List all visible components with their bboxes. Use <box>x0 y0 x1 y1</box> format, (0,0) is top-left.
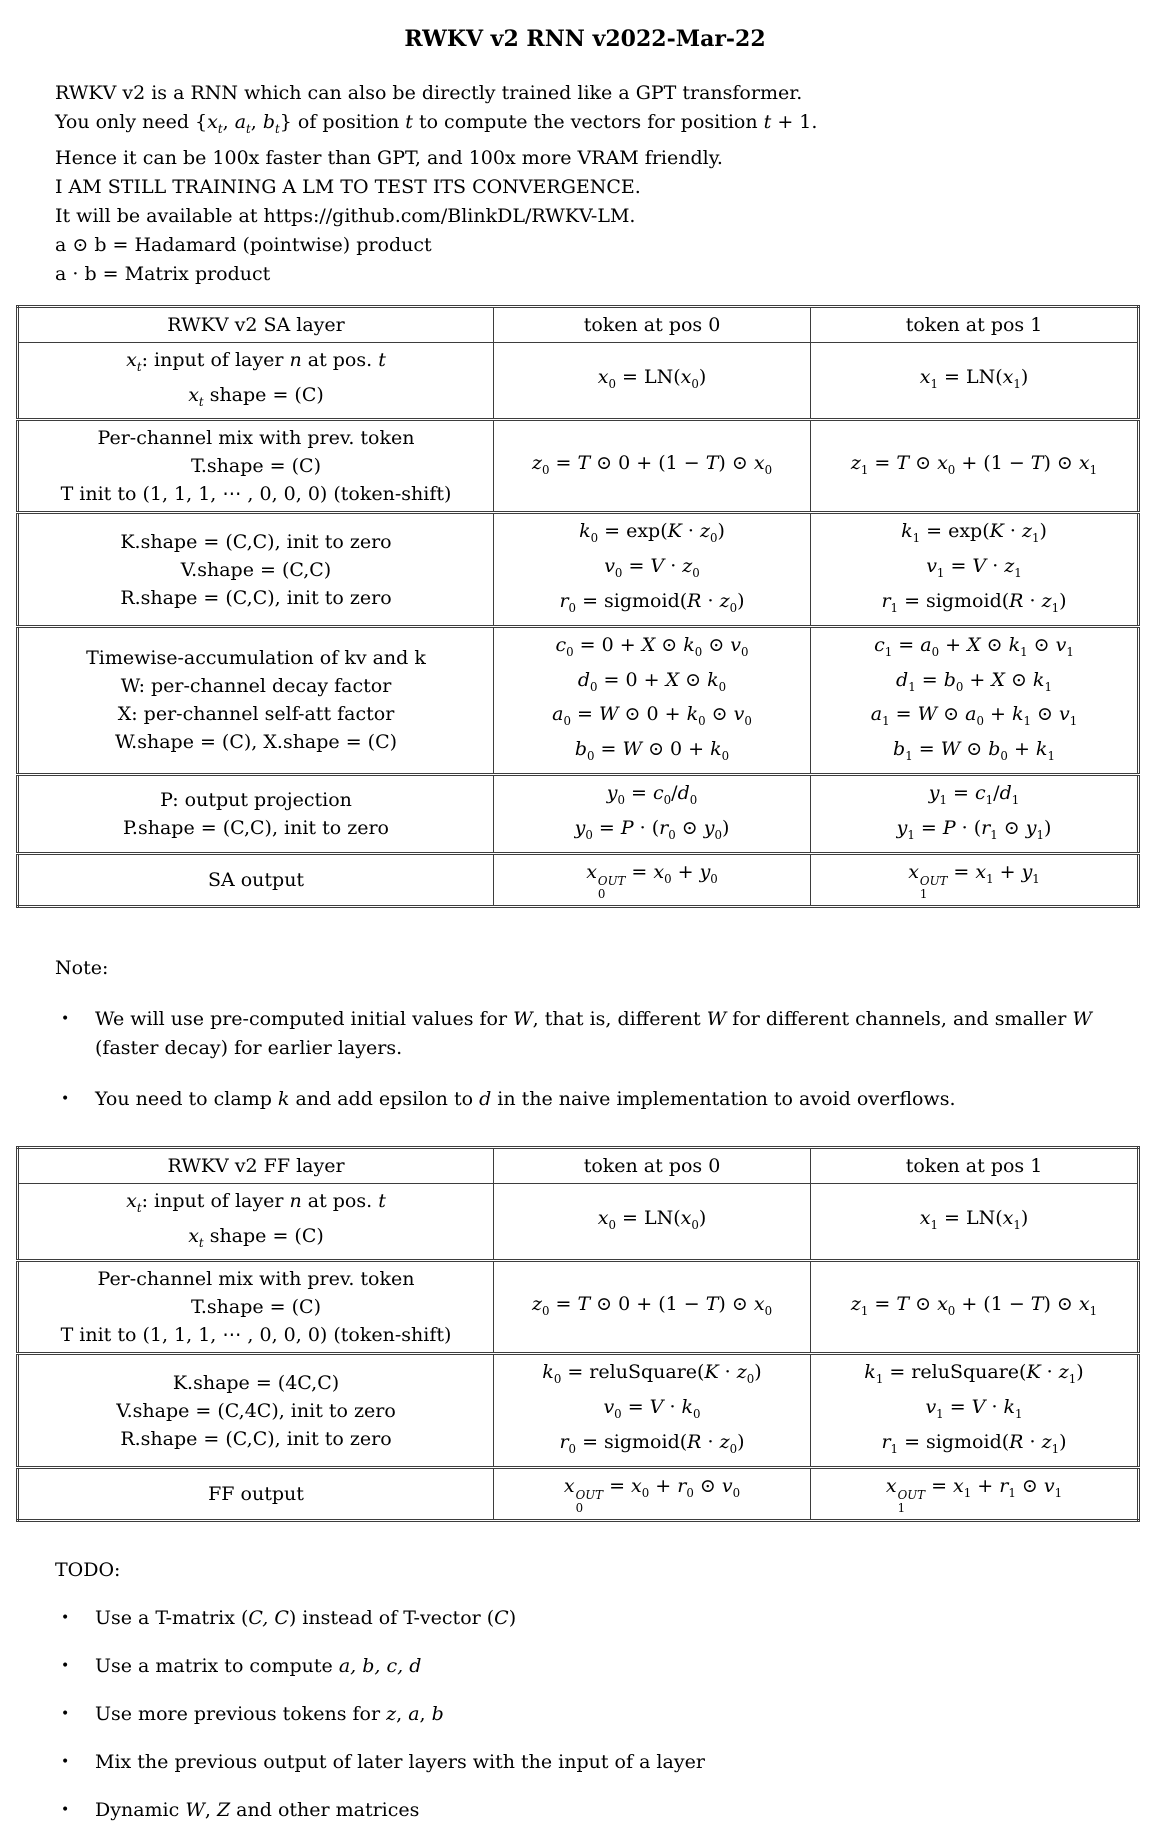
table-row <box>18 1183 1139 1261</box>
column-header: token at pos 0 <box>494 306 811 342</box>
column-header: token at pos 0 <box>494 1147 811 1183</box>
bullet-icon: • <box>61 1609 70 1626</box>
cell-line: X: per-channel self-att factor <box>117 703 395 726</box>
cell-line: T.shape = (C) <box>190 1296 321 1319</box>
formula-cell <box>494 1183 811 1261</box>
formula-cell <box>811 1467 1139 1520</box>
formula-cell <box>811 342 1139 420</box>
bullet-icon: • <box>61 1705 70 1722</box>
cell-line: $x_t$: input of layer n at pos. t <box>126 348 386 374</box>
sa-layer-table <box>16 305 1140 908</box>
cell-line: Per-channel mix with prev. token <box>97 1268 415 1291</box>
cell-line: $r_0$ = sigmoid(R · $z_0$) <box>559 1430 745 1456</box>
intro-line: RWKV v2 is a RNN which can also be directly trained like a GPT transformer. <box>55 82 803 104</box>
table-row <box>18 513 1139 626</box>
column-header: RWKV v2 FF layer <box>167 1154 345 1177</box>
table-row <box>18 853 1139 906</box>
cell-line: $x_1 = LN(x_1)$ <box>919 1207 1029 1232</box>
formula-cell <box>494 420 811 513</box>
cell-line: $x_0 = LN(x_0)$ <box>597 366 707 391</box>
formula-cell <box>494 1261 811 1354</box>
cell-line: $d_1 = b_0 + X$ ⊙ $k_1$ <box>896 668 1052 694</box>
intro-paragraph <box>55 79 1170 289</box>
column-header: token at pos 1 <box>811 1147 1139 1183</box>
cell-line: Per-channel mix with prev. token <box>97 427 415 450</box>
list-item <box>61 1604 1170 1633</box>
cell-line: $x_t$: input of layer n at pos. t <box>126 1189 386 1215</box>
cell-line: $a_1 = W$ ⊙ $a_0 + k_1$ ⊙ $v_1$ <box>870 703 1078 729</box>
cell-line: K.shape = (4C,C) <box>172 1371 340 1394</box>
cell-line: $r_1$ = sigmoid(R · $z_1$) <box>881 589 1067 615</box>
list-item <box>61 1796 1170 1825</box>
cell-line: $z_0 = T$ ⊙ 0 + (1 − T) ⊙ $x_0$ <box>531 1292 773 1318</box>
cell-line: $z_1 = T$ ⊙ $x_0 + (1 - T)$ ⊙ $x_1$ <box>850 1292 1098 1318</box>
table-row <box>18 626 1139 774</box>
row-label-cell <box>18 1183 494 1261</box>
list-item <box>61 1085 1170 1114</box>
intro-line: You only need {$x_t$, $a_t$, $b_t$} of position t to compute the vectors for position t + 1. <box>55 111 818 136</box>
cell-line: FF output <box>208 1482 304 1505</box>
cell-line: $y_1 = P \cdot (r_1$ ⊙ $y_1$) <box>896 816 1052 842</box>
header-row <box>18 306 1139 342</box>
cell-line: $v_1 = V \cdot k_1$ <box>925 1396 1023 1421</box>
cell-line: K.shape = (C,C), init to zero <box>120 530 392 553</box>
cell-line: $v_0 = V \cdot k_0$ <box>603 1396 701 1421</box>
github-url-text: It will be available at https://github.com/BlinkDL/RWKV-LM. <box>55 204 636 227</box>
cell-line: P: output projection <box>160 788 352 811</box>
cell-line: T.shape = (C) <box>190 455 321 478</box>
list-item-text: You need to clamp k and add epsilon to d in the naive implementation to avoid overflows. <box>95 1087 956 1110</box>
row-label-cell <box>18 420 494 513</box>
cell-line: W.shape = (C), X.shape = (C) <box>114 731 398 754</box>
cell-line: P.shape = (C,C), init to zero <box>123 816 389 839</box>
cell-line: x OUT 1 = $x_1 + r_1$ ⊙ $v_1$ <box>885 1474 1063 1516</box>
cell-line: $r_0$ = sigmoid(R · $z_0$) <box>559 589 745 615</box>
bullet-icon: • <box>61 1090 70 1107</box>
formula-cell <box>811 1183 1139 1261</box>
cell-line: $c_1 = a_0 + X$ ⊙ $k_1$ ⊙ $v_1$ <box>874 633 1074 659</box>
ff-layer-table <box>16 1146 1140 1522</box>
list-item <box>61 1748 1170 1777</box>
row-label-cell <box>18 1261 494 1354</box>
column-header: RWKV v2 SA layer <box>167 313 345 336</box>
row-label-cell <box>18 1467 494 1520</box>
row-label-cell <box>18 513 494 626</box>
column-header: token at pos 1 <box>811 306 1139 342</box>
cell-line: R.shape = (C,C), init to zero <box>120 1427 392 1450</box>
formula-cell <box>811 774 1139 853</box>
list-item-text: We will use pre-computed initial values for W, that is, different W for different channels, and smaller W (faster decay) for earlier layers. <box>95 1007 1092 1059</box>
row-label-cell <box>18 342 494 420</box>
cell-line: SA output <box>207 868 305 891</box>
formula-cell <box>494 1467 811 1520</box>
cell-line: $y_0 = P \cdot (r_0$ ⊙ $y_0$) <box>574 816 730 842</box>
table-row <box>18 1354 1139 1467</box>
cell-line: $d_0 = 0 + X$ ⊙ $k_0$ <box>577 668 727 694</box>
table-row <box>18 420 1139 513</box>
row-label-cell <box>18 1354 494 1467</box>
formula-cell <box>811 420 1139 513</box>
cell-line: $k_0$ = reluSquare(K · $z_0$) <box>542 1361 762 1387</box>
cell-line: $c_0 = 0 + X$ ⊙ $k_0$ ⊙ $v_0$ <box>555 633 749 659</box>
cell-line: x OUT 0 = $x_0 + r_0$ ⊙ $v_0$ <box>563 1474 741 1516</box>
cell-line: $k_1$ = reluSquare(K · $z_1$) <box>864 1361 1084 1387</box>
list-item <box>61 1005 1170 1063</box>
todo-list <box>0 1604 1170 1825</box>
cell-line: $y_0 = c_0/d_0$ <box>606 781 698 807</box>
document-page <box>0 26 1170 1825</box>
header-row <box>18 1147 1139 1183</box>
intro-line: Hence it can be 100x faster than GPT, and 100x more VRAM friendly. <box>55 146 723 169</box>
formula-cell <box>494 626 811 774</box>
cell-line: $b_1 = W$ ⊙ $b_0 + k_1$ <box>893 738 1055 763</box>
cell-line: W: per-channel decay factor <box>120 675 392 698</box>
formula-cell <box>811 1261 1139 1354</box>
cell-line: x OUT 1 = $x_1 + y_1$ <box>908 860 1040 902</box>
formula-cell <box>494 342 811 420</box>
row-label-cell <box>18 626 494 774</box>
cell-line: $k_0 = \exp(K \cdot z_0)$ <box>579 520 725 546</box>
table-row <box>18 1261 1139 1354</box>
cell-line: x OUT 0 = $x_0 + y_0$ <box>586 860 718 902</box>
cell-line: $z_1 = T$ ⊙ $x_0 + (1 - T)$ ⊙ $x_1$ <box>850 451 1098 477</box>
list-item <box>61 1652 1170 1681</box>
intro-line: a · b = Matrix product <box>55 262 271 285</box>
page-title: RWKV v2 RNN v2022-Mar-22 <box>404 26 766 52</box>
row-label-cell <box>18 774 494 853</box>
formula-cell <box>494 1354 811 1467</box>
intro-line: I AM STILL TRAINING A LM TO TEST ITS CONVERGENCE. <box>55 175 641 198</box>
list-item-text: Use a T-matrix (C, C) instead of T-vector (C) <box>95 1606 517 1629</box>
cell-line: $v_0 = V \cdot z_0$ <box>604 555 700 580</box>
cell-line: $y_1 = c_1/d_1$ <box>928 781 1020 807</box>
list-item-text: Use a matrix to compute a, b, c, d <box>95 1654 422 1677</box>
cell-line: V.shape = (C,4C), init to zero <box>116 1399 396 1422</box>
formula-cell <box>494 513 811 626</box>
formula-cell <box>494 774 811 853</box>
cell-line: $r_1$ = sigmoid(R · $z_1$) <box>881 1430 1067 1456</box>
table-row <box>18 1467 1139 1520</box>
list-item <box>61 1700 1170 1729</box>
cell-line: $b_0 = W$ ⊙ $0 + k_0$ <box>574 738 730 763</box>
formula-cell <box>811 853 1139 906</box>
cell-line: $a_0 = W$ ⊙ $0 + k_0$ ⊙ $v_0$ <box>552 703 752 729</box>
table-row <box>18 342 1139 420</box>
cell-line: $x_0 = LN(x_0)$ <box>597 1207 707 1232</box>
todo-heading: TODO: <box>55 1558 121 1581</box>
list-item-text: Mix the previous output of later layers with the input of a layer <box>95 1750 705 1773</box>
bullet-icon: • <box>61 1010 70 1027</box>
note-heading: Note: <box>55 956 109 979</box>
cell-line: $v_1 = V \cdot z_1$ <box>926 555 1022 580</box>
cell-line: $x_t$ shape = (C) <box>188 1224 324 1250</box>
list-item-text: Use more previous tokens for z, a, b <box>95 1702 444 1725</box>
cell-line: R.shape = (C,C), init to zero <box>120 586 392 609</box>
row-label-cell <box>18 853 494 906</box>
cell-line: T init to (1, 1, 1, ⋯ , 0, 0, 0) (token-shift) <box>60 483 452 506</box>
bullet-icon: • <box>61 1657 70 1674</box>
cell-line: $x_1 = LN(x_1)$ <box>919 366 1029 391</box>
cell-line: $x_t$ shape = (C) <box>188 383 324 409</box>
formula-cell <box>811 1354 1139 1467</box>
bullet-icon: • <box>61 1801 70 1818</box>
formula-cell <box>811 626 1139 774</box>
cell-line: V.shape = (C,C) <box>180 558 332 581</box>
intro-line: a ⊙ b = Hadamard (pointwise) product <box>55 233 432 256</box>
cell-line: $z_0 = T$ ⊙ 0 + (1 − T) ⊙ $x_0$ <box>531 451 773 477</box>
cell-line: T init to (1, 1, 1, ⋯ , 0, 0, 0) (token-shift) <box>60 1324 452 1347</box>
cell-line: Timewise-accumulation of kv and k <box>86 647 426 670</box>
formula-cell <box>494 853 811 906</box>
formula-cell <box>811 513 1139 626</box>
bullet-icon: • <box>61 1753 70 1770</box>
cell-line: $k_1 = \exp(K \cdot z_1)$ <box>901 520 1047 546</box>
list-item-text: Dynamic W, Z and other matrices <box>95 1798 420 1821</box>
note-list <box>0 1005 1170 1114</box>
table-row <box>18 774 1139 853</box>
